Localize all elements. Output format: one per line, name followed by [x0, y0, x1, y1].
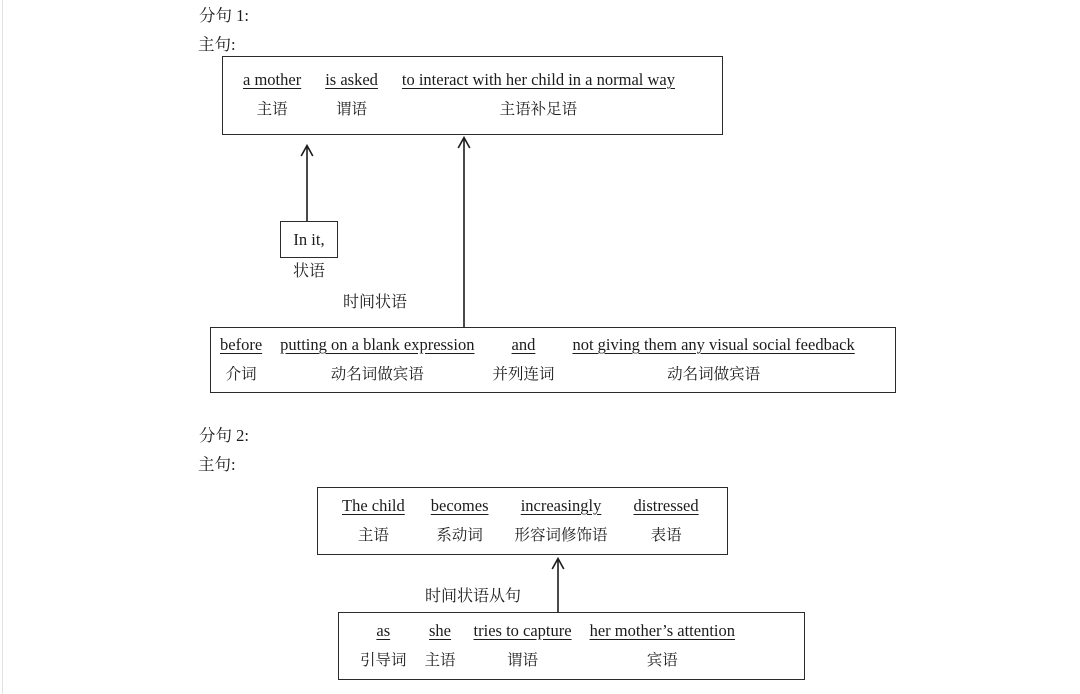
segment-subject [342, 496, 405, 545]
segment-role-label: 动名词做宾语 [330, 366, 424, 383]
segment-role-label: 动名词做宾语 [667, 366, 761, 383]
clause1-adverbial-role-label: 状语 [292, 263, 325, 280]
segment-text: is asked [325, 70, 378, 89]
segment-text: The child [342, 496, 405, 515]
segment-linking-verb [431, 496, 489, 545]
segment-preposition [220, 335, 262, 384]
segment-role-label: 宾语 [646, 652, 678, 669]
clause1-adverbial-box [280, 221, 338, 258]
clause1-section-label: 分句 1: [199, 6, 249, 25]
segment-subject [425, 621, 456, 670]
segment-text: distressed [633, 496, 699, 515]
segment-role-label: 表语 [650, 527, 682, 544]
segment-text: her mother’s attention [589, 621, 735, 640]
segment-object [590, 621, 735, 670]
clause2-section-label: 分句 2: [199, 426, 249, 445]
clause1-time-adverbial-box [210, 327, 896, 393]
segment-role-label: 谓语 [507, 652, 539, 669]
segment-gerund-object-2 [572, 335, 854, 384]
segment-role-label: 主语补足语 [499, 101, 578, 118]
segment-text: as [376, 621, 391, 640]
segment-role-label: 形容词修饰语 [514, 527, 608, 544]
segment-text: she [429, 621, 452, 640]
clause2-time-clause-box [338, 612, 805, 680]
segment-subject [243, 70, 301, 119]
segment-predicate [474, 621, 572, 670]
segment-role-label: 谓语 [336, 101, 368, 118]
adverbial-text: In it, [293, 229, 325, 249]
segment-subject-complement [402, 70, 675, 119]
segment-text: a mother [243, 70, 302, 89]
clause2-main-clause-label: 主句: [198, 455, 236, 474]
segment-subordinator [360, 621, 407, 670]
segment-text: increasingly [520, 496, 602, 515]
arrow-time-adverbial-to-main-icon [456, 136, 472, 327]
arrow-time-clause-to-main-icon [550, 557, 566, 612]
segment-predicative [634, 496, 699, 545]
segment-predicate [325, 70, 378, 119]
clause1-time-adverbial-connector-label: 时间状语 [343, 294, 408, 311]
segment-coordinating-conjunction [492, 335, 554, 384]
segment-role-label: 并列连词 [492, 366, 555, 383]
segment-gerund-object-1 [280, 335, 474, 384]
segment-role-label: 介词 [225, 366, 257, 383]
segment-text: to interact with her child in a normal way [401, 70, 675, 89]
arrow-adverbial-to-main-icon [299, 144, 315, 221]
segment-role-label: 系动词 [436, 527, 483, 544]
segment-role-label: 主语 [256, 101, 288, 118]
segment-role-label: 主语 [424, 652, 456, 669]
segment-text: before [220, 335, 263, 354]
clause2-main-clause-box [317, 487, 728, 555]
segment-text: tries to capture [473, 621, 572, 640]
segment-text: becomes [430, 496, 489, 515]
clause1-main-clause-label: 主句: [198, 35, 236, 54]
segment-adjective-modifier [515, 496, 608, 545]
page-left-edge-line [2, 0, 3, 694]
segment-text: not giving them any visual social feedback [572, 335, 855, 354]
clause1-main-clause-box [222, 56, 723, 135]
segment-text: and [511, 335, 536, 354]
segment-role-label: 主语 [357, 527, 389, 544]
segment-text: putting on a blank expression [280, 335, 475, 354]
clause2-time-clause-connector-label: 时间状语从句 [425, 588, 522, 605]
segment-role-label: 引导词 [360, 652, 407, 669]
